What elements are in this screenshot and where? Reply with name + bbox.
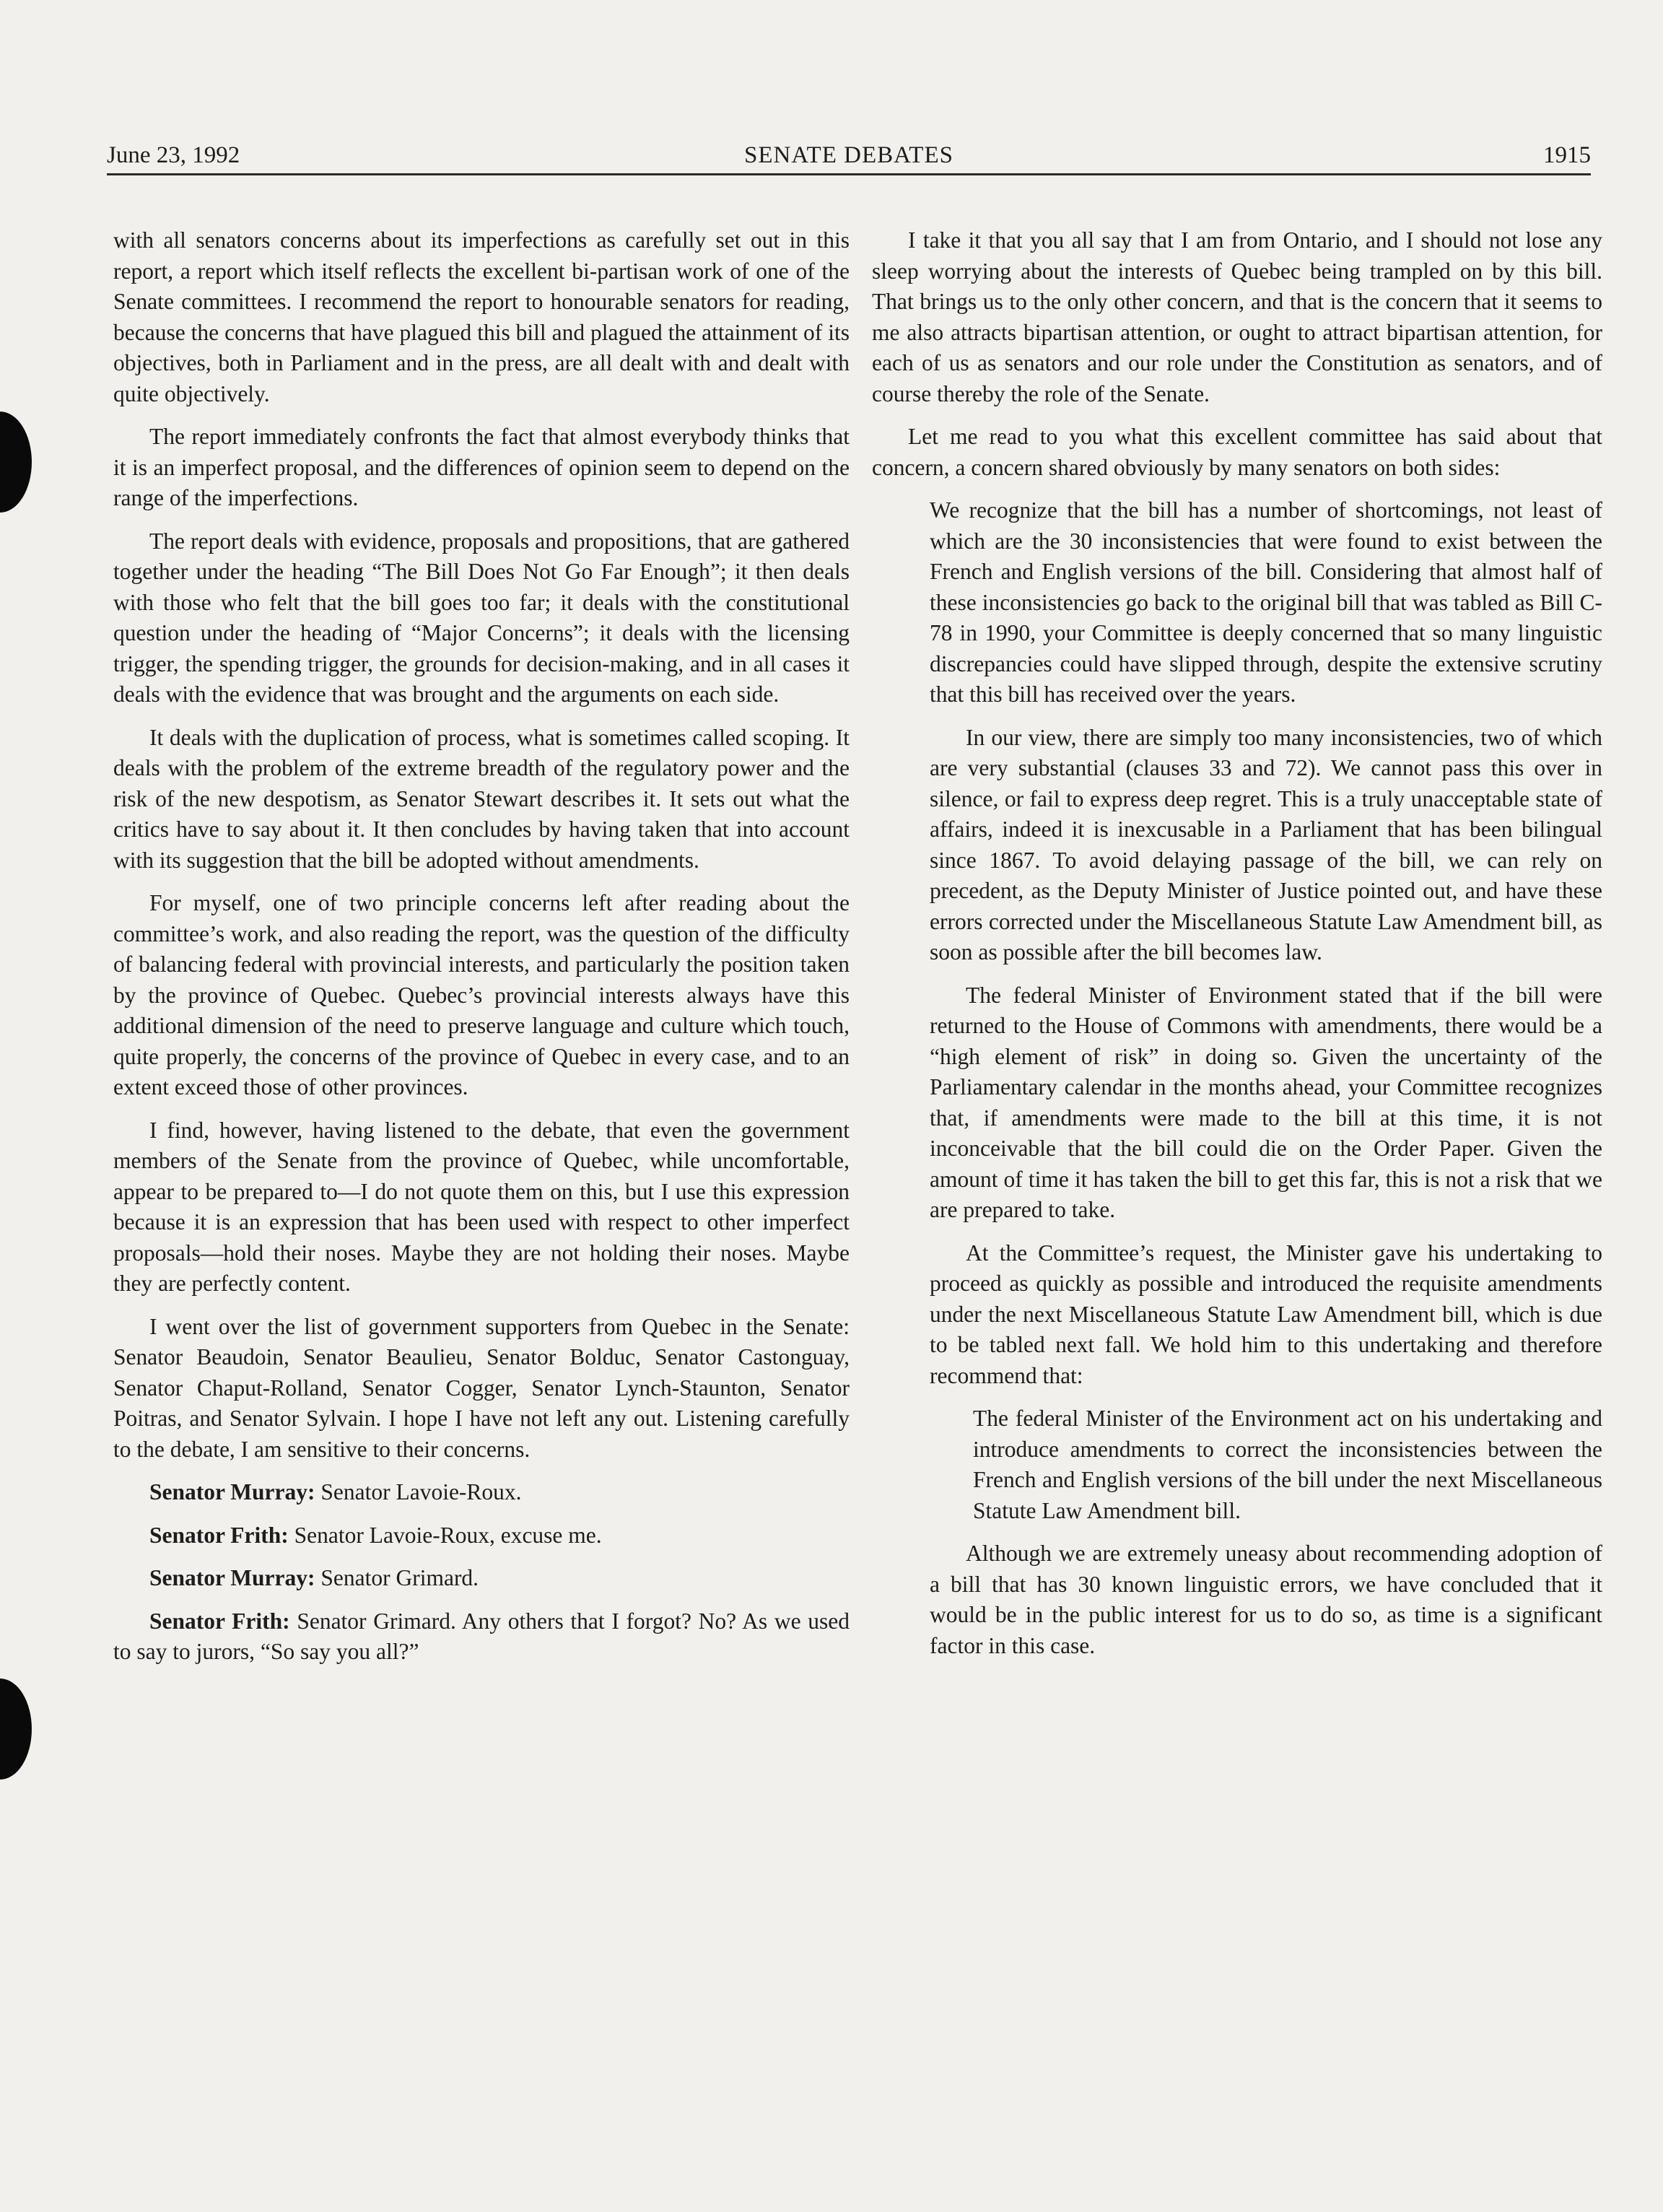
- speaker-name: Senator Murray:: [149, 1565, 315, 1590]
- header-title: SENATE DEBATES: [744, 142, 953, 168]
- paragraph: with all senators concerns about its imperfections as carefully set out in this report, a report which itself reflects the excellent bi-partisan work of one of the Senate committees. I recommend the report to honourable senators for reading, because the concerns that have plagued this bill and plagued the attainment of its objectives, both in Parliament and in the press, are all dealt with and dealt with quite objectively.: [113, 227, 850, 406]
- quoted-paragraph: The federal Minister of Environment stated that if the bill were returned to the House of Commons with amendments, there would be a “high element of risk” in doing so. Given the uncertainty of the Parliamentary calendar in the months ahead, your Committee recognizes that, if amendments were made to the bill at this time, it is not inconceivable that the bill could die on the Order Paper. Given the amount of time it has taken the bill to get this far, this is not a risk that we are prepared to take.: [930, 982, 1602, 1222]
- page-number: 1915: [1543, 142, 1591, 168]
- speech-entry: [113, 1606, 850, 1668]
- speech-entry: [113, 1563, 850, 1594]
- speaker-name: Senator Frith:: [149, 1608, 290, 1634]
- speech-text: Senator Lavoie-Roux.: [315, 1479, 522, 1505]
- paragraph: The report deals with evidence, proposals and propositions, that are gathered together under the heading “The Bill Does Not Go Far Enough”; it then deals with those who felt that the bill goes too far; it deals with the constitutional question under the heading of “Major Concerns”; it deals with the licensing trigger, the spending trigger, the grounds for decision-making, and in all cases it deals with the evidence that was brought and the arguments on each side.: [113, 528, 850, 707]
- speech-entry: [113, 1477, 850, 1508]
- quoted-paragraph: Although we are extremely uneasy about recommending adoption of a bill that has 30 known linguistic errors, we have concluded that it would be in the public interest for us to do so, as time is a significant factor in this case.: [930, 1541, 1602, 1658]
- right-column: [872, 225, 1602, 1673]
- paragraph: Let me read to you what this excellent committee has said about that concern, a concern shared obviously by many senators on both sides:: [872, 424, 1602, 480]
- speaker-name: Senator Frith:: [149, 1522, 289, 1548]
- paragraph: I find, however, having listened to the debate, that even the government members of the Senate from the province of Quebec, while uncomfortable, appear to be prepared to—I do not quote them on this, but I use this expression because it is an expression that has been used with respect to other imperfect proposals—hold their noses. Maybe they are not holding their noses. Maybe they are perfectly content.: [113, 1117, 850, 1296]
- speech-text: Senator Grimard. Any others that I forgot? No? As we used to say to jurors, “So say you all?”: [113, 1608, 850, 1664]
- running-head: [107, 137, 1591, 175]
- punch-hole: [0, 1678, 32, 1780]
- speech-entry: [113, 1520, 850, 1551]
- quoted-paragraph: At the Committee’s request, the Minister gave his undertaking to proceed as quickly as possible and introduced the requisite amendments under the next Miscellaneous Statute Law Amendment bill, which is due to be tabled next fall. We hold him to this undertaking and therefore recommend that:: [930, 1240, 1602, 1388]
- paragraph: I take it that you all say that I am from Ontario, and I should not lose any sleep worrying about the interests of Quebec being trampled on by this bill. That brings us to the only other concern, and that is the concern that it seems to me also attracts bipartisan attention, or ought to attract bipartisan attention, for each of us as senators and our role under the Constitution as senators, and of course thereby the role of the Senate.: [872, 227, 1602, 406]
- speech-text: Senator Grimard.: [315, 1565, 479, 1590]
- paragraph: The report immediately confronts the fact that almost everybody thinks that it is an imperfect proposal, and the differences of opinion seem to depend on the range of the imperfections.: [113, 424, 850, 510]
- quoted-paragraph: We recognize that the bill has a number of shortcomings, not least of which are the 30 inconsistencies that were found to exist between the French and English versions of the bill. Considering that almost half of these inconsistencies go back to the original bill that was tabled as Bill C-78 in 1990, your Committee is deeply concerned that so many linguistic discrepancies could have slipped through, despite the extensive scrutiny that this bill has received over the years.: [930, 497, 1602, 707]
- header-date: June 23, 1992: [107, 142, 240, 168]
- paragraph: I went over the list of government supporters from Quebec in the Senate: Senator Beaudoin, Senator Beaulieu, Senator Bolduc, Senator Castonguay, Senator Chaput-Rolland, Senator Cogger, Senator Lynch-Staunton, Senator Poitras, and Senator Sylvain. I hope I have not left any out. Listening carefully to the debate, I am sensitive to their concerns.: [113, 1313, 850, 1462]
- punch-hole: [0, 412, 32, 513]
- speaker-name: Senator Murray:: [149, 1479, 315, 1505]
- recommendation-paragraph: The federal Minister of the Environment act on his undertaking and introduce amendments to correct the inconsistencies between the French and English versions of the bill under the next Miscellaneous Statute Law Amendment bill.: [973, 1406, 1602, 1523]
- paragraph: It deals with the duplication of process, what is sometimes called scoping. It deals with the problem of the extreme breadth of the regulatory power and the risk of the new despotism, as Senator Stewart describes it. It sets out what the critics have to say about it. It then concludes by having taken that into account with its suggestion that the bill be adopted without amendments.: [113, 724, 850, 873]
- paragraph: For myself, one of two principle concerns left after reading about the committee’s work, and also reading the report, was the question of the difficulty of balancing federal with provincial interests, and particularly the position taken by the province of Quebec. Quebec’s provincial interests always have this additional dimension of the need to preserve language and culture which touch, quite properly, the concerns of the province of Quebec in every case, and to an extent exceed those of other provinces.: [113, 890, 850, 1100]
- speech-text: Senator Lavoie-Roux, excuse me.: [288, 1522, 602, 1548]
- left-column: [113, 225, 850, 1680]
- quoted-paragraph: In our view, there are simply too many inconsistencies, two of which are very substantial (clauses 33 and 72). We cannot pass this over in silence, or fail to express deep regret. This is a truly unacceptable state of affairs, indeed it is inexcusable in a Parliament that has been bilingual since 1867. To avoid delaying passage of the bill, we can rely on precedent, as the Deputy Minister of Justice pointed out, and have these errors corrected under the Miscellaneous Statute Law Amendment bill, as soon as possible after the bill becomes law.: [930, 724, 1602, 965]
